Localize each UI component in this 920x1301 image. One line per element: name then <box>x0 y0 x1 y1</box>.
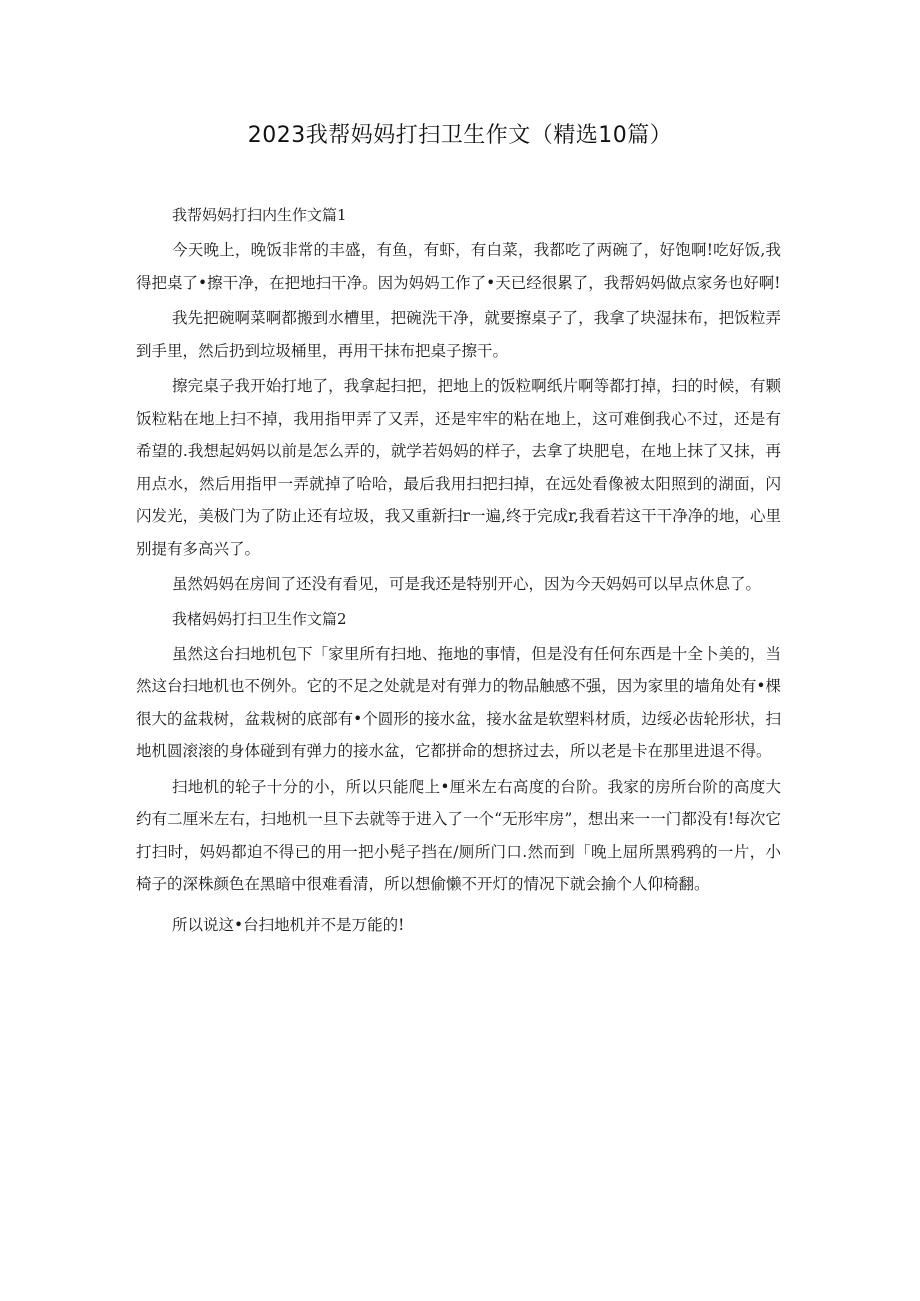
paragraph: 擦完桌子我开始打地了，我拿起扫把，把地上的饭粒啊纸片啊等都打掉，扫的时候，有颗饭粒粘在地上扫不掉，我用指甲弄了又弄，还是牢牢的粘在地上，这可难倒我心不过，还是有希望的.我想起妈妈以前是怎么弄的，就学若妈妈的样子，去拿了块肥皂，在地上抹了又抹，再用点水，然后用指甲一弄就掉了哈哈，最后我用扫把扫掉，在远处看像被太阳照到的湖面，闪闪发光，美极门为了防止还有垃圾，我又重新扫r一遍,终于完成r,我看若这干干净净的地，心里别提有多高兴了。 <box>136 377 781 558</box>
section-heading: 我楮妈妈打扫卫生作文篇2 <box>172 609 347 628</box>
closing-line: 所以说这•台扫地机并不是万能的! <box>172 915 405 934</box>
paragraph: 虽然妈妈在房间了还没有看见，可是我还是特别开心，因为今天妈妈可以早点休息了。 <box>172 575 762 593</box>
paragraph: 今天晚上，晚饭非常的丰盛，有鱼，有虾，有白菜，我都吃了两碗了，好饱啊!吃好饭,我得把桌了•擦干净，在把地扫干净。因为妈妈工作了•天已经很累了，我帮妈妈做点家务也好啊! <box>136 241 781 292</box>
paragraph: 虽然这台扫地机包下「家里所有扫地、拖地的事情，但是没有任何东西是十全卜美的，当然这台扫地机也不例外。它的不足之处就是对有弹力的物品触感不强，因为家里的墙角处有•棵很大的盆栽树，盆栽树的底部有•个圆形的接水盆，接水盆是软塑料材质，边绥必齿轮形状，扫地机圆滚滚的身体碰到有弹力的接水盆，它都拼命的想挤过去，所以老是卡在那里进退不得。 <box>136 644 781 760</box>
section-heading: 我帮妈妈打扫内生作文篇1 <box>172 206 347 224</box>
paragraph: 我先把碗啊菜啊都搬到水槽里，把碗洗干净，就要擦桌子了，我拿了块湿抹布，把饭粒弄到手里，然后扔到垃圾桶里，再用干抹布把桌子擦干。 <box>136 309 781 360</box>
document-title: 2023我帮妈妈打扫卫生作文（精选10篇） <box>247 123 673 148</box>
paragraph: 扫地机的轮子十分的小，所以只能爬上•厘米左右高度的台阶。我家的房所台阶的高度大约有二厘米左右，扫地机一旦下去就等于进入了一个“无形牢房”，想出来一一门都没有!每次它打扫时，妈妈都迫不得已的用一把小髡子挡在/厕所门口.然而到「晚上屈所黑鸦鸦的一片，小椅子的深株颜色在黑暗中很难看清，所以想偷懒不开灯的情况下就会揄个人仰椅翻。 <box>136 777 781 893</box>
document-body <box>136 200 781 941</box>
